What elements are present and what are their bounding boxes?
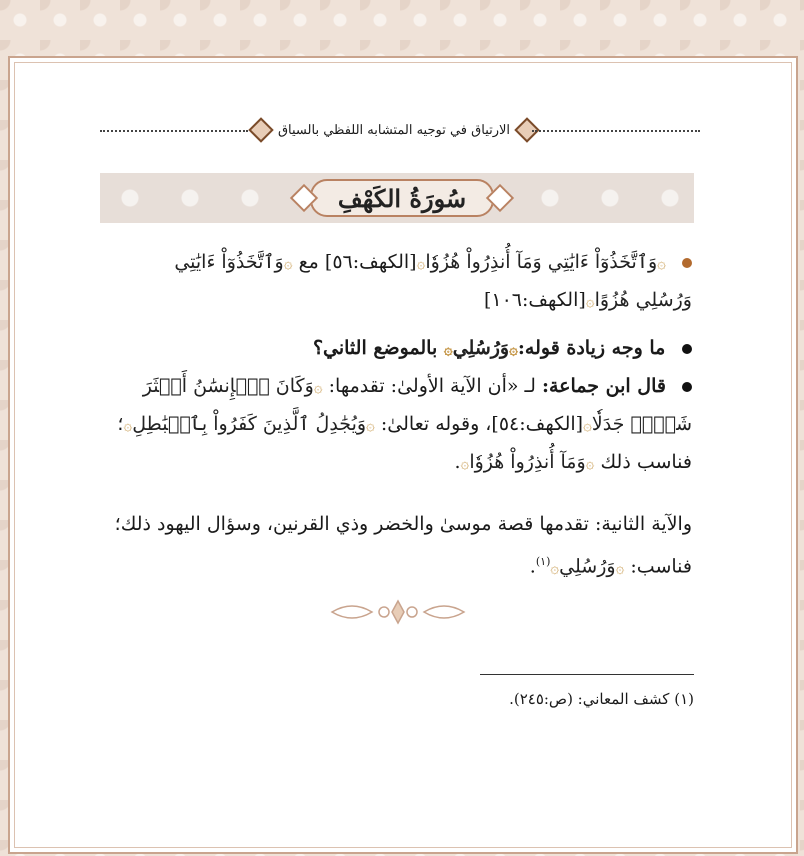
ornament-icon [248, 117, 273, 142]
verse-bracket-icon: ۞ [123, 416, 133, 434]
paragraph [112, 506, 692, 586]
footnote: (١) كشف المعاني: (ص:٢٤٥). [509, 690, 694, 708]
verse-bracket-icon: ۞ [313, 378, 323, 396]
verse-reference: [الكهف:٥٦] [324, 251, 417, 273]
verse-reference: [الكهف:٥٤]، [485, 413, 584, 435]
quran-verse: وَيُجَٰدِلُ ٱلَّذِينَ كَفَرُواْ بِٱلۡبَٰطِلِ [132, 413, 367, 435]
section-separator-ornament-icon [328, 598, 468, 626]
verse-bracket-icon: ۞ [657, 254, 666, 272]
header-dots-left [100, 130, 248, 132]
verse-bracket-icon: ۞ [416, 254, 426, 272]
item-2 [112, 330, 692, 368]
bullet-icon [682, 258, 692, 268]
verse-bracket-icon: ۞ [615, 558, 625, 577]
item-1 [112, 244, 692, 320]
body-text: والآية الثانية: تقدمها قصة موسىٰ والخضر وذي القرنين، وسؤال اليهود ذلك؛ فناسب: [114, 513, 692, 578]
body-text: لـ «أن الآية الأولىٰ: تقدمها: [328, 375, 536, 397]
question-text: ما وجه زيادة قوله: [517, 337, 666, 359]
verse-bracket-icon: ۞ [443, 340, 453, 358]
question-text: بالموضع الثاني؟ [312, 337, 438, 359]
verse-bracket-icon: ۞ [509, 340, 518, 358]
quran-verse: وَمَآ أُنذِرُواْ هُزُوٗا [469, 451, 586, 473]
running-header-title: الارتياق في توجيه المتشابه اللفظي بالسياق [277, 122, 511, 138]
body-text: وقوله تعالىٰ: [380, 413, 480, 435]
verse-bracket-icon: ۞ [550, 558, 560, 577]
item-3 [112, 368, 692, 482]
body-text: . [454, 451, 461, 473]
connector-text: مع [298, 251, 319, 273]
footnote-marker: (١) [535, 555, 551, 568]
header-cartouche [260, 116, 528, 144]
scholar-name: قال ابن جماعة: [541, 375, 666, 397]
header-dots-right [532, 130, 700, 132]
verse-bracket-icon: ۞ [283, 254, 293, 272]
bullet-icon [682, 344, 692, 354]
body-text: ؛فناسب ذلك [117, 413, 692, 473]
running-header [100, 116, 700, 144]
body-text: . [529, 555, 536, 578]
footnote-divider [480, 674, 694, 675]
verse-bracket-icon: ۞ [585, 454, 595, 472]
verse-bracket-icon: ۞ [583, 416, 592, 434]
verse-bracket-icon: ۞ [366, 416, 375, 434]
bullet-icon [682, 382, 692, 392]
surah-title: سُورَةُ الكَهْفِ [310, 179, 494, 217]
quran-verse: وَكَانَ ٱلۡإِنسَٰنُ أَكۡثَرَ شَيۡءٖ جَدَلٗا [142, 375, 692, 435]
verse-bracket-icon: ۞ [460, 454, 470, 472]
quran-verse: وَٱتَّخَذُوٓاْ ءَايَٰتِي وَمَآ أُنذِرُواْ هُزُوٗا [425, 251, 658, 273]
quran-verse: وَرُسُلِي [452, 337, 510, 359]
verse-bracket-icon: ۞ [585, 292, 595, 310]
quran-verse: وَرُسُلِي [559, 555, 616, 578]
quran-verse: وَٱتَّخَذُوٓاْ ءَايَٰتِي وَرُسُلِي هُزُوًا [174, 251, 692, 311]
verse-reference: [الكهف:١٠٦] [483, 289, 586, 311]
surah-banner [277, 176, 527, 220]
